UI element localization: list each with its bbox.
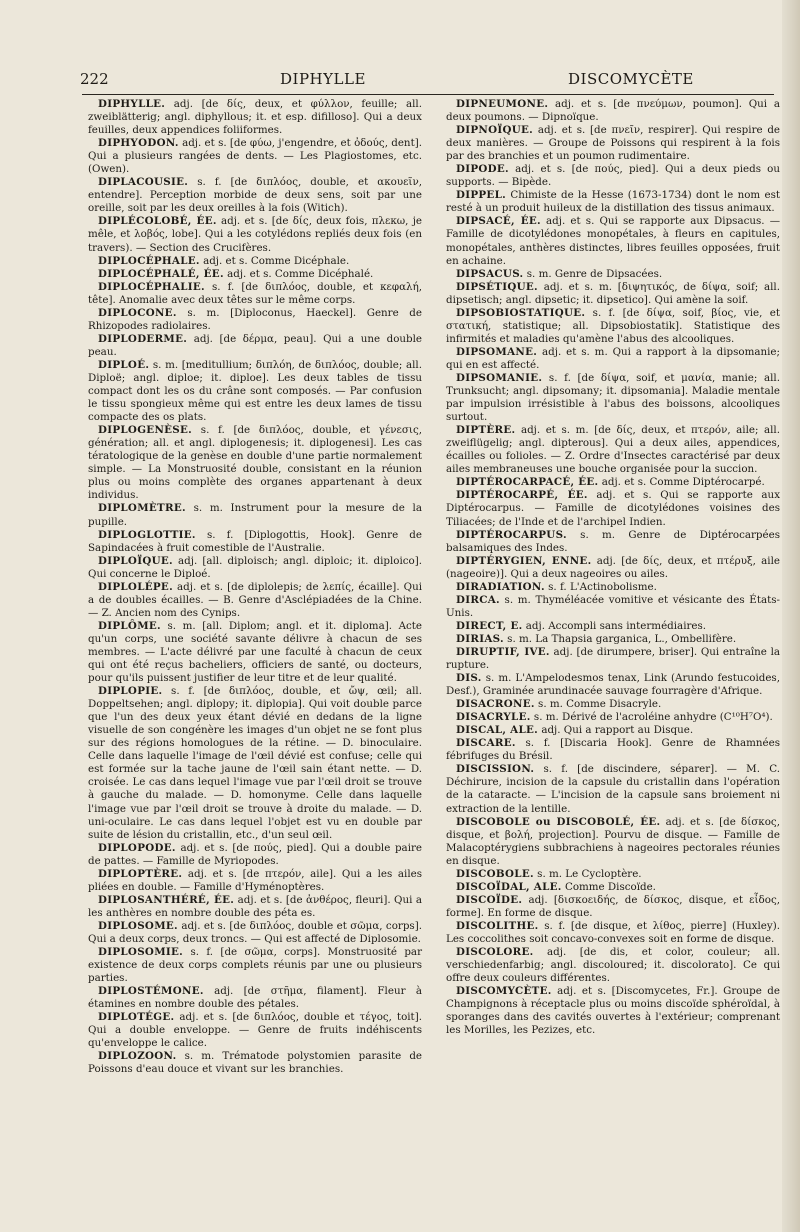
entry-definition: s. f. [de διπλόος, double, et γένεσις, génération; all. et angl. diplogenesis; it. diplogenesi]. Les cas tératologique de la genèse en double d'une partie normalement simple. — La Monstruosité double, consistant en la réunion plus ou moins complète des organes appartenant à deux individus.: [88, 424, 422, 502]
running-header: [80, 70, 770, 94]
right-column: [446, 98, 780, 1037]
dictionary-entry: [446, 529, 780, 555]
entry-definition: s. m. La Thapsia garganica, L., Ombellifère.: [507, 632, 737, 645]
entry-definition: s. m. Trématode polystomien parasite de Poissons d'eau douce et vivant sur les branchies.: [88, 1050, 423, 1076]
entry-definition: adj. et s. Comme Dicéphale.: [203, 254, 350, 267]
entry-definition: s. f. [de σῶμα, corps]. Monstruosité par existence de deux corps complets réunis par une ou plusieurs parties.: [88, 946, 422, 985]
dictionary-entry: [88, 176, 422, 215]
entry-definition: s. m. Dérivé de l'acroléine anhydre (C¹⁰H⁷O⁴).: [533, 711, 773, 724]
entry-headword: DIPSÉTIQUE.: [456, 280, 538, 293]
entry-headword: DIPSACUS.: [456, 267, 524, 280]
dictionary-entry: [446, 724, 780, 737]
dictionary-entry: [88, 98, 422, 137]
entry-headword: DIPHYLLE.: [98, 98, 166, 110]
dictionary-entry: [446, 581, 780, 594]
entry-headword: DIPLOGENÈSE.: [98, 424, 193, 437]
left-column: [88, 98, 422, 1077]
entry-definition: adj. et s. [de πούς, pied]. Qui a double paire de pattes. — Famille de Myriopodes.: [88, 841, 423, 867]
dictionary-entry: [88, 502, 422, 528]
dictionary-entry: [88, 1050, 422, 1076]
entry-headword: DIPLOPIE.: [98, 685, 163, 698]
dictionary-entry: [88, 685, 422, 842]
entry-definition: s. m. L'Ampelodesmos tenax, Link (Arundo festucoides, Desf.), Graminée arundinacée sauvage fourragère d'Afrique.: [446, 672, 780, 698]
dictionary-entry: [446, 268, 780, 281]
entry-definition: s. f. [Diplogottis, Hook]. Genre de Sapindacées à fruit comestible de l'Australie.: [88, 528, 422, 554]
entry-headword: DIPSOBIOSTATIQUE.: [456, 306, 586, 319]
dictionary-entry: [88, 359, 422, 424]
entry-definition: adj. et s. [de πνεύμων, poumon]. Qui a deux poumons. — Dipnoïque.: [446, 98, 780, 124]
entry-headword: DIPLOPODE.: [98, 841, 176, 854]
entry-headword: DISCOÏDE.: [456, 893, 523, 906]
entry-headword: DIPNEUMONE.: [456, 98, 549, 110]
entry-headword: DISACRYLE.: [456, 711, 531, 724]
entry-definition: s. m. Le Cycloptère.: [537, 867, 642, 880]
entry-headword: DIPLOLÉPE.: [98, 580, 173, 593]
entry-headword: DIPLOCÉPHALE.: [98, 254, 200, 267]
entry-headword: DIPLOÉ.: [98, 358, 150, 371]
dictionary-entry: [446, 489, 780, 528]
entry-headword: DIPLOSTÉMONE.: [98, 985, 204, 998]
entry-definition: adj. et s. Comme Diptérocarpé.: [601, 476, 765, 489]
page-edge: [782, 0, 800, 1232]
dictionary-entry: [446, 424, 780, 476]
dictionary-entry: [88, 581, 422, 620]
entry-headword: DIPSOMANIE.: [456, 371, 543, 384]
dictionary-entry: [88, 555, 422, 581]
dictionary-entry: [446, 946, 780, 985]
entry-headword: DISCARE.: [456, 737, 516, 750]
dictionary-entry: [446, 98, 780, 124]
entry-definition: adj. Accompli sans intermédiaires.: [525, 619, 707, 632]
dictionary-entry: [446, 816, 780, 868]
dictionary-entry: [446, 698, 780, 711]
entry-definition: adj. et s. [de δίσκος, disque, et βολή, projection]. Pourvu de disque. — Famille de Malacoptérygiens subbrachiens à nageoires pectorales réunies en disque.: [446, 815, 780, 867]
dictionary-entry: [88, 333, 422, 359]
entry-definition: adj. [de dirumpere, briser]. Qui entraîne la rupture.: [446, 645, 781, 672]
entry-definition: s. m. Instrument pour la mesure de la pupille.: [88, 502, 422, 528]
entry-definition: adj. [δισκοειδής, de δίσκος, disque, et εἶδος, forme]. En forme de disque.: [446, 893, 780, 919]
entry-headword: DIPLÔME.: [98, 619, 161, 632]
entry-headword: DISCOMYCÈTE.: [456, 985, 552, 998]
dictionary-entry: [446, 189, 780, 215]
entry-headword: DIPPEL.: [456, 189, 507, 202]
entry-definition: adj. [de δίς, deux, et πτέρυξ, aile (nageoire)]. Qui a deux nageoires ou ailes.: [446, 554, 780, 580]
entry-definition: s. f. [de διπλόος, double, et ὤψ, œil; all. Doppeltsehen; angl. diplopy; it. diplopia]. Qui voit double parce que l'un des deux yeux étant dévié en dedans de la ligne visuelle de son congénère les images d'un objet ne se font plus sur des régions homologues de la rétine. — D. binoculaire. Celle dans laquelle l'image de l'œil dévié est confuse; celle qui est formée sur la tache jaune de l'œil sain étant nette. — D. croisée. Le cas dans lequel l'image vue par l'œil droit se trouve à gauche du malade. — D. homonyme. Celle dans laquelle l'image vue par l'œil droit se trouve à droite du malade. — D. uni-oculaire. Le cas dans lequel l'objet est vu en double par suite de lésion du cristallin, etc., d'un seul œil.: [88, 685, 422, 841]
entry-definition: s. f. [Discaria Hook]. Genre de Rhamnées fébrifuges du Brésil.: [446, 737, 780, 763]
entry-definition: s. m. Genre de Diptérocarpées balsamiques des Indes.: [446, 528, 780, 554]
entry-definition: s. f. [de δίψα, soif, βίος, vie, et στατική, statistique; all. Dipsobiostatik]. Statistique des infirmités et maladies qu'amène l'abus des alcooliques.: [446, 306, 780, 345]
dictionary-entry: [446, 307, 780, 346]
dictionary-entry: [446, 281, 780, 307]
dictionary-entry: [446, 633, 780, 646]
entry-headword: DIPLOSOME.: [98, 919, 178, 932]
dictionary-entry: [88, 529, 422, 555]
page-number: 222: [80, 70, 109, 88]
entry-definition: adj. et s. [de δίς, deux fois, πλεκω, je mêle, et λοβός, lobe]. Qui a les cotylédons repliés deux fois (en travers). — Section des Crucifères.: [88, 215, 422, 254]
entry-definition: s. f. [de διπλόος, double, et κεφαλή, tête]. Anomalie avec deux têtes sur le même corps.: [88, 280, 423, 306]
entry-definition: adj. et s. Qui se rapporte aux Diptérocarpus. — Famille de dicotylédones voisines des Tiliacées; de l'Inde et de l'archipel Indien.: [446, 489, 780, 528]
entry-headword: DISCAL, ALE.: [456, 724, 539, 737]
entry-headword: DIPLOGLOTTIE.: [98, 528, 196, 541]
entry-headword: DISCISSION.: [456, 763, 535, 776]
dictionary-entry: [88, 268, 422, 281]
entry-headword: DIPLODERME.: [98, 332, 188, 345]
entry-definition: s. f. [de διπλόος, double, et ακουεῖν, entendre]. Perception morbide de deux sens, soit par une oreille, soit par les deux oreilles à la fois (Witich).: [88, 176, 422, 215]
entry-headword: DISCOÏDAL, ALE.: [456, 880, 562, 893]
dictionary-entry: [446, 372, 780, 424]
entry-headword: DIPTÉRYGIEN, ENNE.: [456, 554, 592, 567]
entry-headword: DIPLÉCOLOBÉ, ÉE.: [98, 215, 217, 228]
entry-definition: adj. et s. [de diplolepis; de λεπίς, écaille]. Qui a de doubles écailles. — B. Genre d'Asclépiadées de la Chine. — Z. Ancien nom des Cynips.: [88, 580, 422, 619]
dictionary-entry: [446, 711, 780, 724]
entry-headword: DIPHYODON.: [98, 137, 179, 150]
entry-headword: DIPLOTÉGE.: [98, 1011, 175, 1024]
entry-headword: DIRUPTIF, IVE.: [456, 645, 550, 658]
entry-headword: DISCOBOLE.: [456, 867, 534, 880]
dictionary-entry: [446, 215, 780, 267]
entry-headword: DIRECT, E.: [456, 619, 523, 632]
entry-definition: s. m. [all. Diplom; angl. et it. diploma]. Acte qu'un corps, une société savante délivre à chacun de ses membres. — L'acte délivré par une faculté à chacun de ceux qui ont été reçus bacheliers, officiers de santé, ou docteurs, pour qu'ils puissent justifier de leur titre et de leur qualité.: [88, 619, 422, 685]
dictionary-entry: [446, 920, 780, 946]
entry-headword: DIPLOCÉPHALÉ, ÉE.: [98, 267, 224, 280]
dictionary-entry: [88, 946, 422, 985]
entry-headword: DIPTÉROCARPÉ, ÉE.: [456, 489, 588, 502]
dictionary-entry: [88, 920, 422, 946]
entry-headword: DIS.: [456, 672, 482, 685]
entry-definition: s. f. [de disque, et λίθος, pierre] (Huxley). Les coccolithes soit concavo-convexes soit en forme de disque.: [446, 919, 780, 945]
entry-definition: adj. et s. [de διπλόος, double et σῶμα, corps]. Qui a deux corps, deux troncs. — Qui est affecté de Diplosomie.: [88, 919, 422, 945]
entry-definition: adj. [de dis, et color, couleur; all. verschiedenfarbig; angl. discoloured; it. discolorato]. Ce qui offre deux couleurs différentes.: [446, 946, 780, 985]
entry-headword: DIPLOÏQUE.: [98, 554, 173, 567]
entry-headword: DISCOBOLE ou DISCOBOLÉ, ÉE.: [456, 815, 661, 828]
entry-headword: DIPTÉROCARPUS.: [456, 528, 567, 541]
entry-definition: adj. et s. Qui se rapporte aux Dipsacus. — Famille de dicotylédones monopétales, à fleurs en capitules, monopétales, anthères distinctes, libres feuilles opposées, fruit en achaine.: [446, 215, 780, 267]
entry-headword: DIPLOPTÈRE.: [98, 867, 183, 880]
entry-definition: adj. et s. [Discomycetes, Fr.]. Groupe de Champignons à réceptacle plus ou moins discoïde sphéroïdal, à sporanges dans des cavités ouvertes à l'extérieur; comprenant les Morilles, les Pezizes, etc.: [446, 985, 780, 1037]
entry-headword: DIRADIATION.: [456, 580, 545, 593]
entry-definition: adj. et s. [de πούς, pied]. Qui a deux pieds ou supports. — Bipède.: [446, 163, 781, 189]
entry-definition: s. f. [de discindere, séparer]. — M. C. Déchirure, incision de la capsule du cristallin dans l'opération de la cataracte. — L'incision de la capsule sans broiement ni extraction de la lentille.: [446, 763, 780, 815]
entry-definition: adj. et s. m. [de δίς, deux, et πτερόν, aile; all. zweiflügelig; angl. dipterous]. Qui a deux ailes, appendices, écailles ou folioles. — Z. Ordre d'Insectes caractérisé par deux ailes membraneuses une bouche organisée pour la succion.: [446, 424, 780, 476]
dictionary-entry: [446, 737, 780, 763]
dictionary-entry: [446, 881, 780, 894]
dictionary-entry: [446, 476, 780, 489]
header-last-word: DISCOMYCÈTE: [568, 70, 694, 88]
dictionary-entry: [446, 124, 780, 163]
entry-headword: DIPLACOUSIE.: [98, 176, 189, 189]
entry-definition: adj. et s. [de πτερόν, aile]. Qui a les ailes pliées en double. — Famille d'Hyménoptères.: [88, 867, 422, 893]
dictionary-entry: [446, 985, 780, 1037]
entry-headword: DIPLOZOON.: [98, 1050, 177, 1063]
entry-definition: s. m. Comme Disacryle.: [538, 698, 662, 711]
dictionary-entry: [446, 346, 780, 372]
entry-definition: s. m. [Diploconus, Haeckel]. Genre de Rhizopodes radiolaires.: [88, 306, 422, 332]
entry-headword: DIPLOCONE.: [98, 306, 177, 319]
dictionary-entry: [88, 1011, 422, 1050]
dictionary-entry: [446, 763, 780, 815]
entry-definition: s. m. Thyméléacée vomitive et vésicante des États-Unis.: [446, 593, 780, 619]
dictionary-entry: [88, 620, 422, 685]
entry-definition: adj. et s. [de φύω, j'engendre, et ὀδούς, dent]. Qui a plusieurs rangées de dents. — Les Plagiostomes, etc. (Owen).: [88, 137, 422, 176]
dictionary-entry: [88, 281, 422, 307]
dictionary-entry: [88, 255, 422, 268]
entry-headword: DISCOLORE.: [456, 946, 534, 959]
entry-definition: s. f. L'Actinobolisme.: [548, 580, 657, 593]
entry-definition: adj. [de δίς, deux, et φύλλον, feuille; all. zweiblätterig; angl. diphyllous; it. et esp. difilloso]. Qui a deux feuilles, deux appendices foliiformes.: [88, 98, 422, 137]
entry-definition: adj. [de δέρμα, peau]. Qui a une double peau.: [88, 332, 423, 358]
entry-headword: DIPNOÏQUE.: [456, 124, 534, 137]
entry-definition: s. m. Genre de Dipsacées.: [526, 267, 663, 280]
entry-headword: DIPLOSANTHÉRÉ, ÉE.: [98, 893, 235, 906]
dictionary-entry: [88, 868, 422, 894]
dictionary-entry: [446, 868, 780, 881]
entry-definition: adj. et s. m. [διψητικός, de δίψα, soif; all. dipsetisch; angl. dipsetic; it. dipsetico]. Qui amène la soif.: [446, 280, 780, 306]
entry-headword: DIPTÈRE.: [456, 424, 516, 437]
dictionary-entry: [88, 894, 422, 920]
entry-definition: s. f. [de δίψα, soif, et μανία, manie; all. Trunksucht; angl. dipsomany; it. dipsomania]. Maladie mentale par impulsion irrésistible à l'abus des boissons, alcooliques surtout.: [446, 371, 781, 424]
dictionary-entry: [88, 307, 422, 333]
dictionary-entry: [446, 672, 780, 698]
dictionary-entry: [88, 842, 422, 868]
entry-headword: DIPSACÉ, ÉE.: [456, 215, 541, 228]
dictionary-entry: [446, 555, 780, 581]
header-first-word: DIPHYLLE: [280, 70, 366, 88]
entry-definition: adj. [de στῆμα, filament]. Fleur à étamines en nombre double des pétales.: [88, 985, 422, 1011]
entry-definition: adj. [all. diploisch; angl. diploic; it. diploico]. Qui concerne le Diploé.: [88, 554, 422, 580]
entry-headword: DISCOLITHE.: [456, 919, 539, 932]
dictionary-entry: [446, 620, 780, 633]
entry-definition: adj. et s. [de πνεῖν, respirer]. Qui respire de deux manières. — Groupe de Poissons qui respirent à la fois par des branchies et un poumon rudimentaire.: [446, 124, 781, 163]
entry-headword: DIRIAS.: [456, 632, 504, 645]
entry-headword: DIPODE.: [456, 163, 509, 176]
entry-definition: adj. Qui a rapport au Disque.: [541, 724, 694, 737]
dictionary-entry: [446, 163, 780, 189]
entry-definition: Chimiste de la Hesse (1673-1734) dont le nom est resté à un produit huileux de la distillation des tissus animaux.: [446, 189, 780, 215]
entry-headword: DIPTÉROCARPACÉ, ÉE.: [456, 476, 599, 489]
dictionary-entry: [88, 137, 422, 176]
dictionary-entry: [88, 424, 422, 502]
dictionary-entry: [88, 985, 422, 1011]
dictionary-entry: [446, 894, 780, 920]
entry-definition: adj. et s. Comme Dicéphalé.: [227, 267, 374, 280]
dictionary-entry: [88, 215, 422, 254]
entry-headword: DIRCA.: [456, 593, 500, 606]
dictionary-entry: [446, 594, 780, 620]
entry-headword: DIPLOMÈTRE.: [98, 502, 186, 515]
entry-headword: DIPLOSOMIE.: [98, 946, 184, 959]
dictionary-entry: [446, 646, 780, 672]
entry-headword: DIPSOMANE.: [456, 345, 538, 358]
entry-definition: Comme Discoïde.: [564, 880, 656, 893]
entry-headword: DIPLOCÉPHALIE.: [98, 280, 205, 293]
entry-definition: s. m. [meditullium; διπλόη, de διπλόος, double; all. Diploë; angl. diploe; it. diploe]. Les deux tables de tissu compact dont les os du crâne sont composés. — Par confusion le tissu spongieux même qui est entre les deux lames de tissu compacte des os plats.: [88, 358, 422, 424]
entry-definition: adj. et s. m. Qui a rapport à la dipsomanie; qui en est affecté.: [446, 345, 780, 371]
header-rule: [82, 94, 774, 95]
entry-headword: DISACRONE.: [456, 698, 535, 711]
entry-definition: adj. et s. [de διπλόος, double et τέγος, toit]. Qui a double enveloppe. — Genre de fruits indéhiscents qu'enveloppe le calice.: [88, 1011, 422, 1050]
entry-definition: adj. et s. [de ἀνθέρος, fleuri]. Qui a les anthères en nombre double des péta es.: [88, 893, 422, 919]
